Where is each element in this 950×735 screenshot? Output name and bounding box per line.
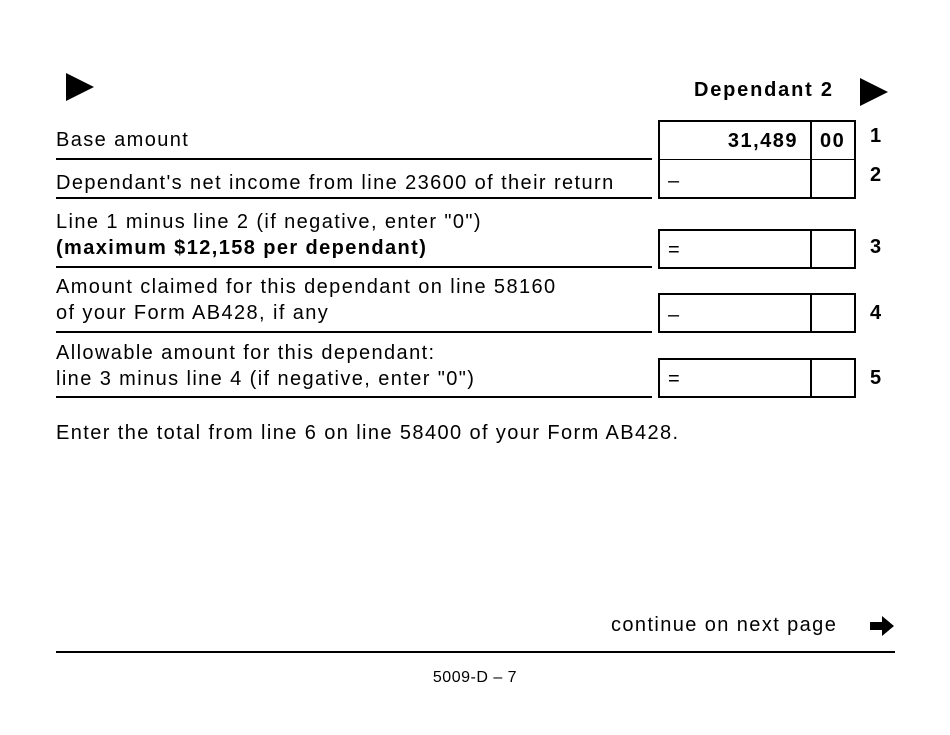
line-2-label: Dependant's net income from line 23600 of their return bbox=[56, 172, 615, 194]
dependant-heading: Dependant 2 bbox=[694, 79, 834, 101]
line-3-label: Line 1 minus line 2 (if negative, enter "0") bbox=[56, 211, 482, 233]
line-3-label-bold: (maximum $12,158 per dependant) bbox=[56, 237, 428, 259]
instruction-text: Enter the total from line 6 on line 58400 of your Form AB428. bbox=[56, 422, 680, 444]
line-1-cents-field[interactable] bbox=[810, 120, 856, 160]
line-5-cents-field[interactable] bbox=[810, 358, 856, 398]
line-2-sign: – bbox=[668, 170, 680, 192]
line-2-number: 2 bbox=[870, 164, 882, 186]
line-5-label-2: line 3 minus line 4 (if negative, enter "0") bbox=[56, 368, 476, 390]
line-4-amount-field[interactable] bbox=[658, 293, 812, 333]
line-1-amount-value: 31,489 bbox=[727, 130, 798, 152]
line-4-cents-field[interactable] bbox=[810, 293, 856, 333]
line-4-sign: – bbox=[668, 304, 680, 326]
line-4-number: 4 bbox=[870, 302, 882, 324]
line-1-label: Base amount bbox=[56, 129, 190, 151]
continue-text: continue on next page bbox=[611, 614, 838, 636]
line-5-number: 5 bbox=[870, 367, 882, 389]
page-id: 5009-D – 7 bbox=[432, 669, 518, 686]
divider bbox=[56, 396, 652, 398]
divider bbox=[56, 266, 652, 268]
line-3-sign: = bbox=[668, 239, 680, 261]
right-triangle-icon bbox=[66, 73, 94, 101]
line-2-cents-field[interactable] bbox=[810, 159, 856, 199]
divider bbox=[56, 197, 652, 199]
divider bbox=[56, 331, 652, 333]
line-5-sign: = bbox=[668, 368, 680, 390]
line-3-number: 3 bbox=[870, 236, 882, 258]
right-triangle-icon bbox=[860, 78, 888, 106]
line-1-cents-value: 00 bbox=[820, 130, 846, 152]
line-2-amount-field[interactable] bbox=[658, 159, 812, 199]
line-5-label: Allowable amount for this dependant: bbox=[56, 342, 436, 364]
line-4-label-2: of your Form AB428, if any bbox=[56, 302, 330, 324]
line-1-amount-field[interactable] bbox=[658, 120, 812, 160]
divider bbox=[56, 158, 652, 160]
line-3-cents-field[interactable] bbox=[810, 229, 856, 269]
line-3-amount-field[interactable] bbox=[658, 229, 812, 269]
footer-rule bbox=[56, 651, 895, 653]
arrow-right-icon bbox=[868, 614, 896, 638]
line-5-amount-field[interactable] bbox=[658, 358, 812, 398]
line-1-number: 1 bbox=[870, 125, 882, 147]
line-4-label: Amount claimed for this dependant on line 58160 bbox=[56, 276, 557, 298]
